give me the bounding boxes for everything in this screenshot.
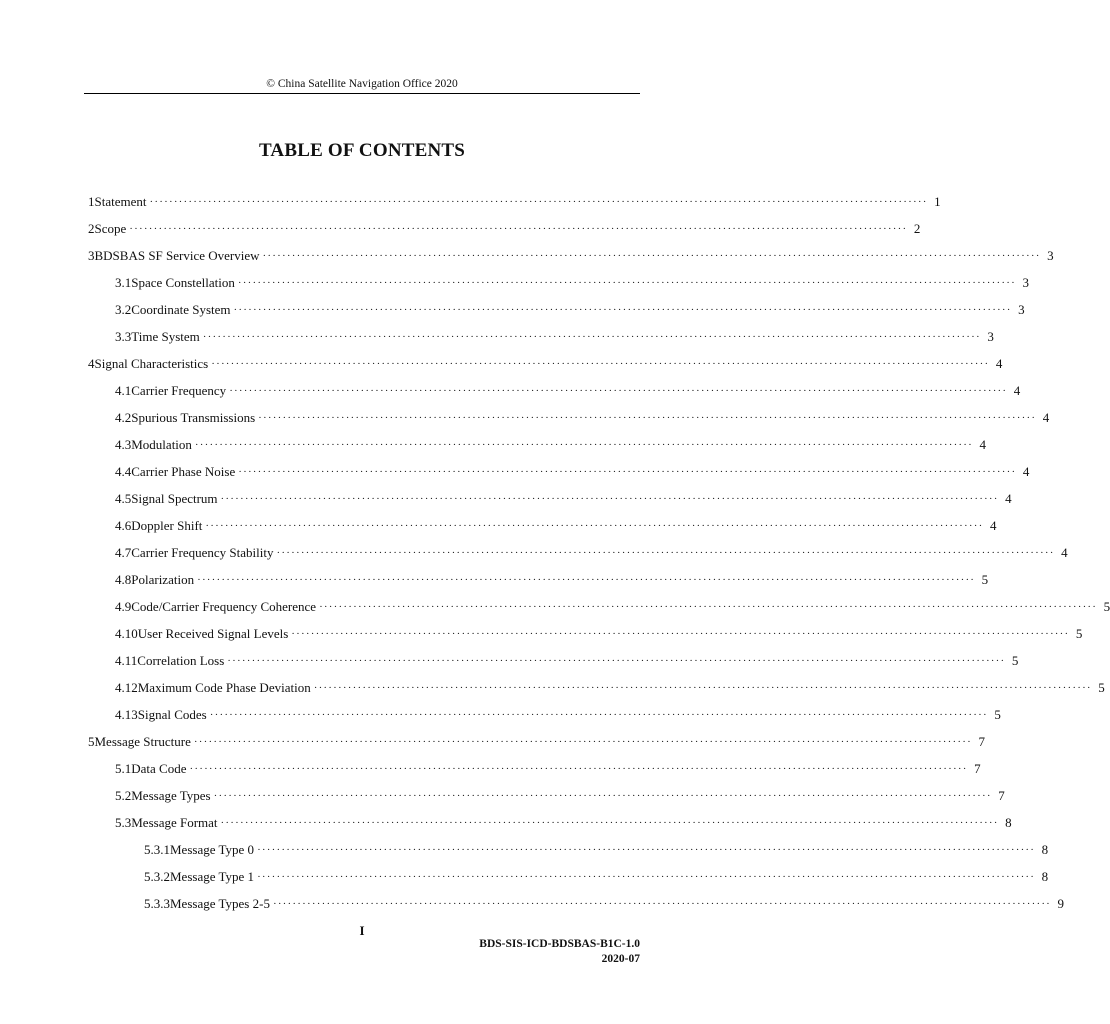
toc-entry[interactable] [88,431,987,458]
toc-entry-number: 4.6 [115,517,132,533]
toc-dot-leader: ································································································································································ [227,654,1006,667]
toc-entry[interactable] [88,350,1003,377]
toc-entry-number: 3.2 [115,301,132,317]
toc-entry-number: 4.8 [115,571,132,587]
toc-entry-label: Carrier Phase Noise [131,463,236,479]
toc-entry-page: 5 [1011,652,1019,668]
toc-entry[interactable] [88,836,1049,863]
toc-entry-page: 2 [913,220,921,236]
toc-entry-page: 7 [974,760,981,776]
toc-entry-label: Time System [131,328,200,344]
toc-entry-number: 4.7 [115,544,132,560]
toc-entry-label: Message Format [131,814,218,830]
toc-dot-leader: ································································································································································ [276,546,1055,559]
toc-entry-label: BDSBAS SF Service Overview [94,247,260,263]
toc-entry[interactable] [88,215,921,242]
toc-entry[interactable] [88,809,1012,836]
toc-entry-number: 4.9 [115,598,132,614]
toc-entry[interactable] [88,863,1049,890]
toc-entry-label: Message Type 1 [170,868,255,884]
toc-dot-leader: ································································································································································ [257,843,1036,856]
document-id-block [479,937,640,967]
toc-entry[interactable] [88,701,1001,728]
toc-entry-label: Spurious Transmissions [131,409,256,425]
toc-entry-label: Carrier Frequency Stability [131,544,274,560]
toc-dot-leader: ································································································································································ [189,762,968,775]
toc-entry-page: 8 [1041,841,1049,857]
toc-entry-number: 3.3 [115,328,132,344]
toc-entry-label: Message Types 2-5 [170,895,270,911]
toc-entry[interactable] [88,890,1065,917]
toc-dot-leader: ································································································································································ [238,465,1017,478]
toc-dot-leader: ································································································································································ [209,708,988,721]
toc-entry-number: 4.10 [115,625,138,641]
toc-dot-leader: ································································································································································ [291,627,1070,640]
toc-dot-leader: ································································································································································ [213,789,992,802]
toc-entry[interactable] [88,323,994,350]
toc-entry-page: 4 [1061,544,1068,560]
toc-entry-label: Maximum Code Phase Deviation [137,679,311,695]
toc-entry-label: User Received Signal Levels [137,625,289,641]
toc-entry-number: 4.3 [115,436,132,452]
toc-entry-number: 4.5 [115,490,132,506]
toc-entry-page: 5 [994,706,1001,722]
toc-entry-page: 5 [1098,679,1105,695]
toc-entry-number: 2 [88,220,95,236]
toc-entry-number: 5.3.3 [144,895,170,911]
toc-entry-label: Doppler Shift [131,517,203,533]
toc-entry-number: 5.3 [115,814,132,830]
toc-dot-leader: ································································································································································ [129,222,908,235]
toc-entry-page: 4 [1042,409,1050,425]
document-date: 2020-07 [601,953,640,965]
toc-entry-page: 4 [989,517,997,533]
toc-entry-number: 4.4 [115,463,132,479]
toc-entry[interactable] [88,296,1025,323]
toc-entry-label: Signal Characteristics [94,355,209,371]
toc-entry[interactable] [88,566,989,593]
toc-entry[interactable] [88,593,1110,620]
toc-entry-label: Code/Carrier Frequency Coherence [131,598,317,614]
toc-entry[interactable] [88,458,1030,485]
toc-entry-label: Correlation Loss [137,652,225,668]
toc-dot-leader: ································································································································································ [262,249,1041,262]
toc-entry-number: 4.2 [115,409,132,425]
toc-dot-leader: ································································································································································ [197,573,976,586]
toc-entry-number: 3.1 [115,274,132,290]
toc-dot-leader: ································································································································································ [233,303,1012,316]
toc-entry-label: Message Types [131,787,211,803]
toc-dot-leader: ································································································································································ [193,735,972,748]
toc-entry-number: 5.3.2 [144,868,170,884]
toc-dot-leader: ································································································································································ [272,897,1052,910]
document-id: BDS-SIS-ICD-BDSBAS-B1C-1.0 [479,938,640,950]
toc-entry-label: Scope [94,220,127,236]
toc-entry-label: Message Structure [94,733,191,749]
toc-dot-leader: ································································································································································ [149,195,928,208]
toc-dot-leader: ································································································································································ [211,357,990,370]
toc-entry[interactable] [88,404,1050,431]
toc-entry[interactable] [88,188,941,215]
toc-dot-leader: ································································································································································ [194,438,974,451]
toc-entry-label: Signal Codes [137,706,207,722]
toc-entry-page: 4 [1005,490,1012,506]
toc-entry-label: Signal Spectrum [131,490,218,506]
toc-entry[interactable] [88,782,1005,809]
toc-dot-leader: ································································································································································ [202,330,981,343]
toc-dot-leader: ································································································································································ [220,816,999,829]
toc-entry[interactable] [88,620,1083,647]
toc-entry[interactable] [88,242,1054,269]
toc-entry[interactable] [88,485,1012,512]
toc-entry-page: 7 [998,787,1005,803]
toc-entry-page: 4 [1013,382,1021,398]
toc-entry-label: Carrier Frequency [131,382,227,398]
toc-entry-page: 3 [1047,247,1054,263]
toc-entry-number: 5.3.1 [144,841,170,857]
toc-entry[interactable] [88,512,997,539]
toc-entry-number: 1 [88,193,95,209]
toc-entry-page: 1 [934,193,941,209]
toc-dot-leader: ································································································································································ [205,519,984,532]
toc-entry-number: 4 [88,355,95,371]
toc-entry-number: 5.2 [115,787,132,803]
toc-entry-page: 5 [1103,598,1110,614]
toc-entry-number: 3 [88,247,95,263]
page-number: I [359,923,365,938]
table-of-contents [88,188,1110,917]
toc-entry-page: 9 [1057,895,1065,911]
toc-entry-label: Statement [94,193,147,209]
toc-entry[interactable] [88,674,1105,701]
toc-entry-page: 7 [978,733,985,749]
page-header: © China Satellite Navigation Office 2020 [266,78,458,90]
toc-entry[interactable] [88,647,1019,674]
toc-entry-label: Space Constellation [131,274,235,290]
toc-entry-number: 4.11 [115,652,138,668]
toc-dot-leader: ································································································································································ [220,492,999,505]
toc-entry-page: 3 [1018,301,1025,317]
toc-entry[interactable] [88,728,985,755]
toc-entry-label: Modulation [131,436,192,452]
toc-entry[interactable] [88,269,1029,296]
toc-entry[interactable] [88,377,1021,404]
toc-entry-label: Polarization [131,571,195,587]
toc-entry-page: 3 [1022,274,1029,290]
toc-entry-page: 8 [1005,814,1012,830]
toc-entry-label: Coordinate System [131,301,231,317]
toc-dot-leader: ································································································································································ [237,276,1016,289]
toc-dot-leader: ································································································································································ [229,384,1008,397]
toc-entry[interactable] [88,539,1068,566]
toc-entry-label: Data Code [131,760,187,776]
toc-entry-number: 4.12 [115,679,138,695]
page-title: TABLE OF CONTENTS [258,140,466,161]
toc-dot-leader: ································································································································································ [258,411,1037,424]
toc-entry-number: 4.13 [115,706,138,722]
toc-entry-number: 4.1 [115,382,132,398]
toc-entry-page: 5 [981,571,989,587]
toc-dot-leader: ································································································································································ [313,681,1092,694]
toc-entry-page: 5 [1075,625,1083,641]
toc-entry-page: 4 [995,355,1003,371]
toc-dot-leader: ································································································································································ [257,870,1036,883]
toc-entry-page: 8 [1041,868,1049,884]
toc-entry-page: 4 [979,436,987,452]
toc-entry-number: 5.1 [115,760,132,776]
header-divider [84,93,640,94]
toc-entry-number: 5 [88,733,95,749]
toc-entry-page: 4 [1022,463,1030,479]
toc-dot-leader: ································································································································································ [319,600,1098,613]
toc-entry-label: Message Type 0 [170,841,255,857]
toc-entry[interactable] [88,755,981,782]
toc-entry-page: 3 [987,328,994,344]
